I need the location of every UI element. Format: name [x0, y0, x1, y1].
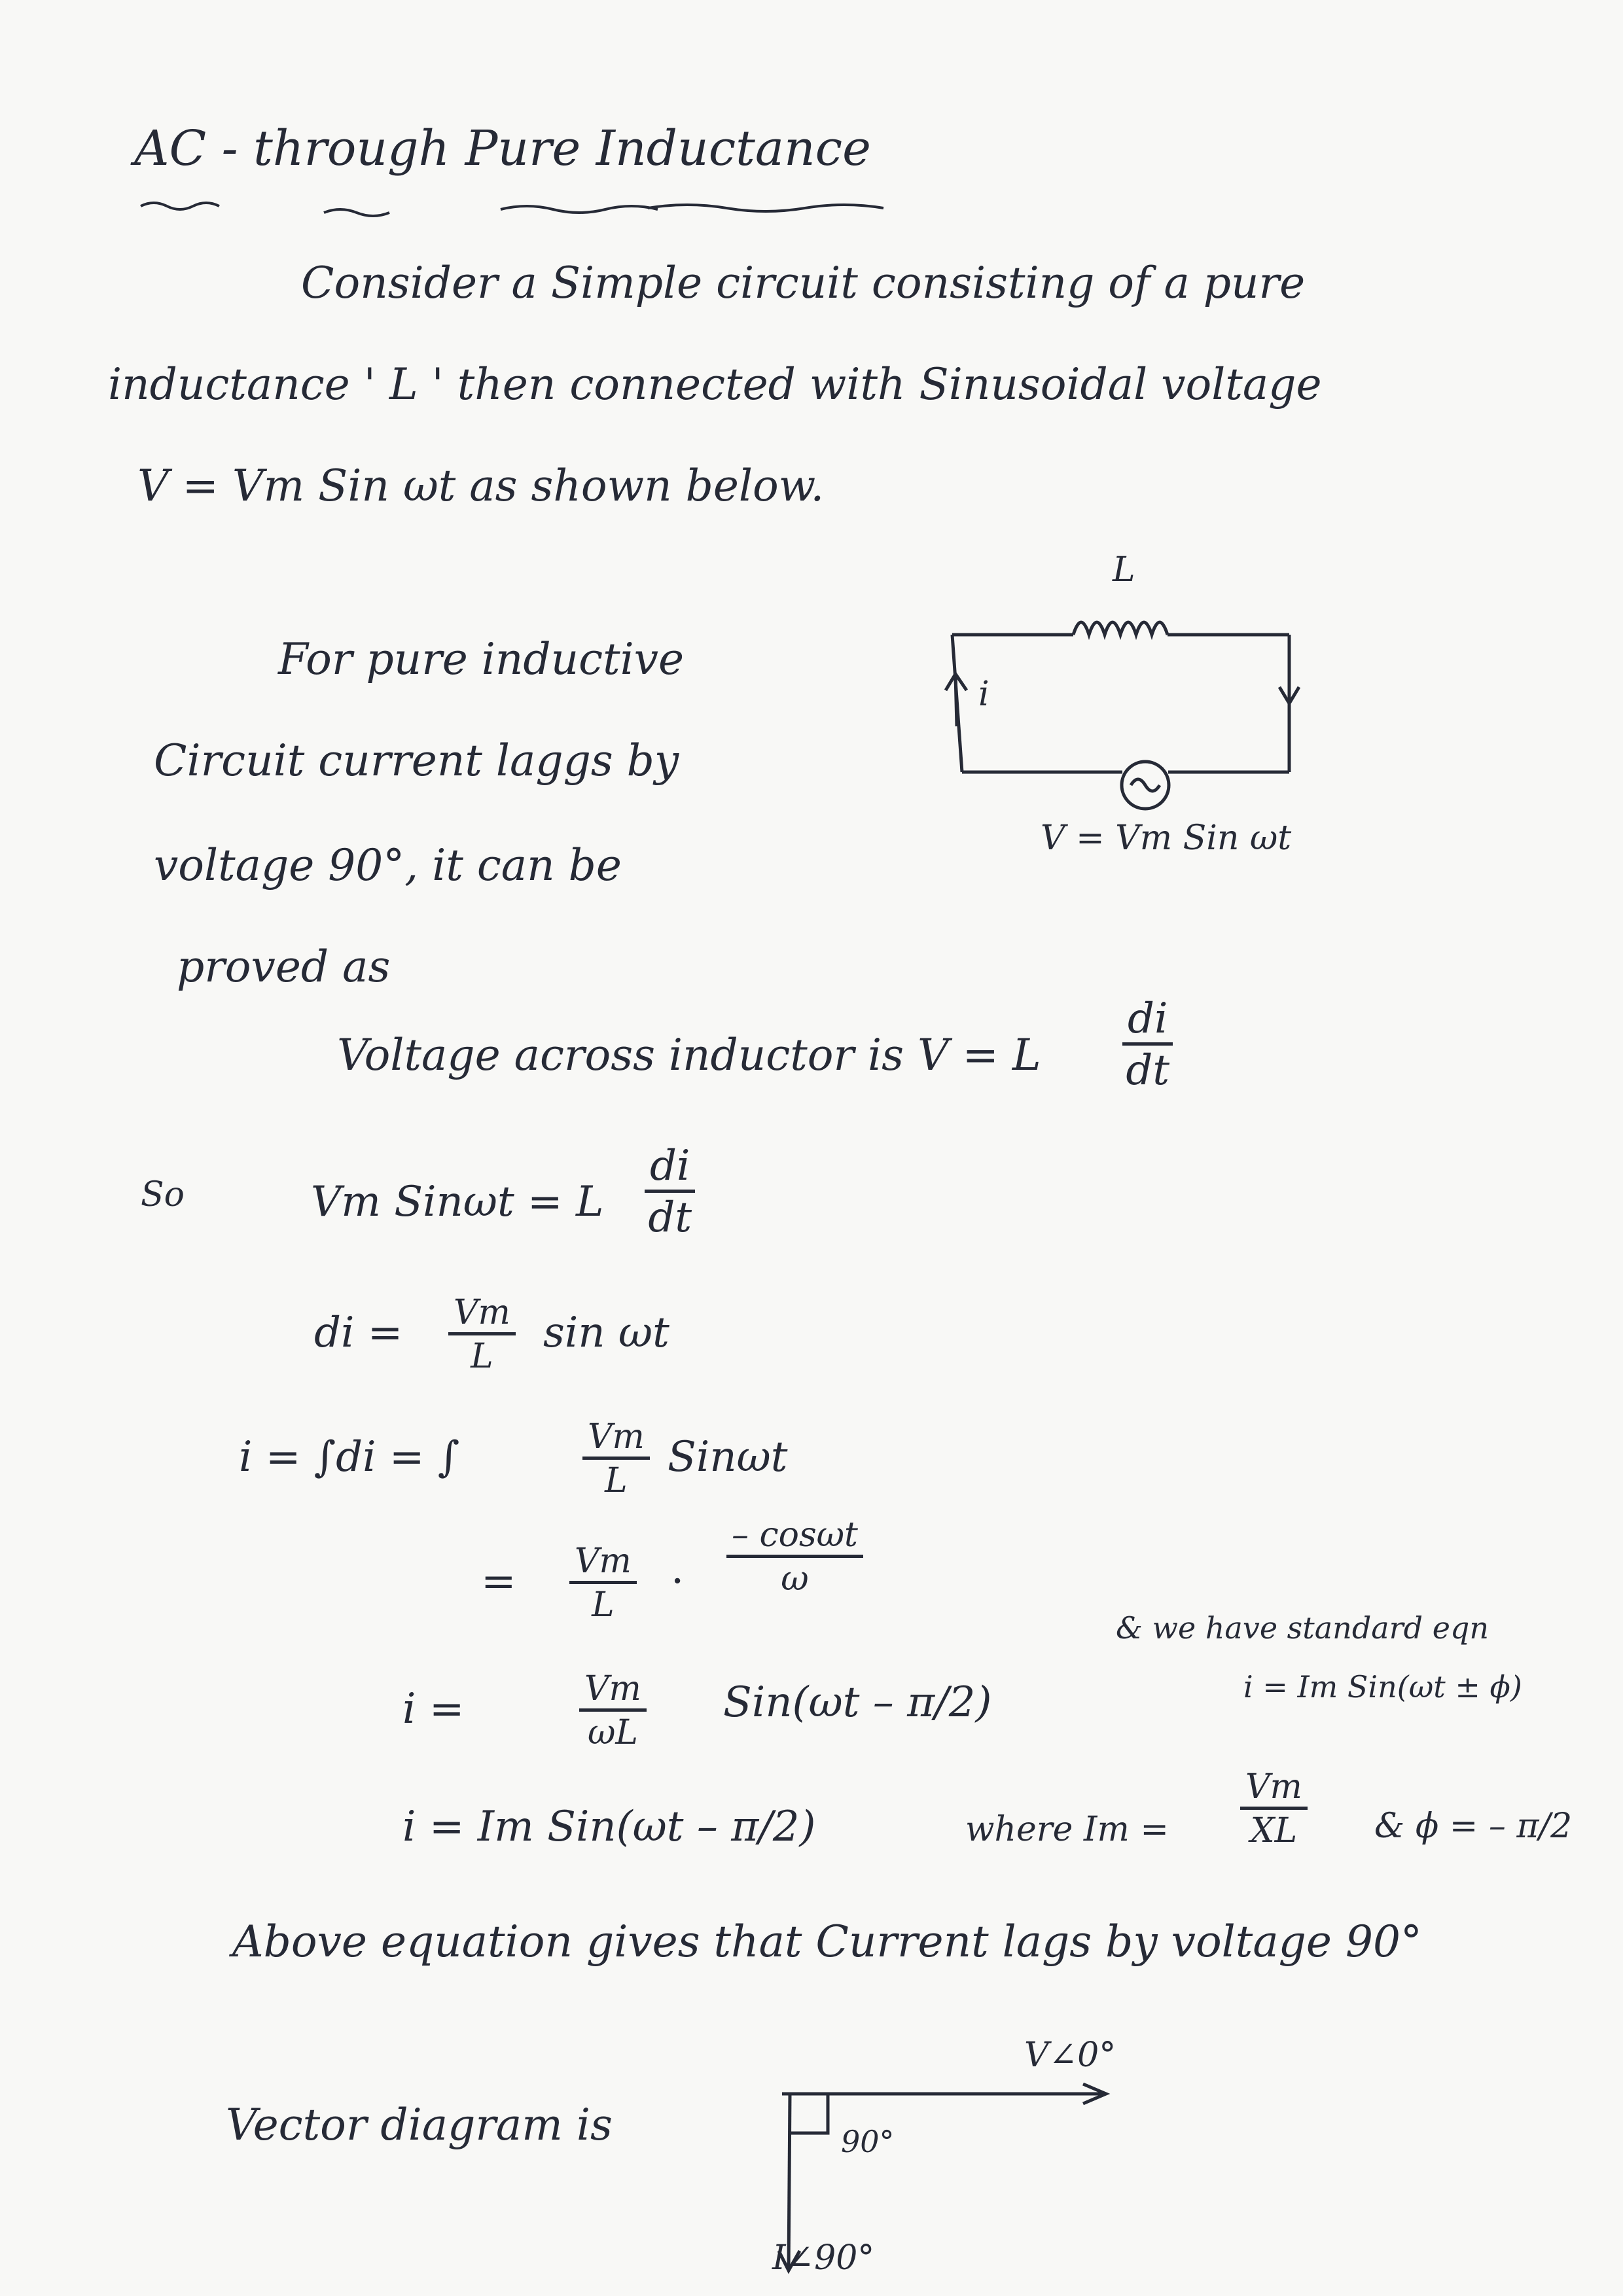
- fraction-denominator: ωL: [587, 1713, 638, 1752]
- fraction-numerator: Vm: [569, 1544, 637, 1584]
- lag-line-3: voltage 90°, it can be: [154, 840, 622, 891]
- fraction-numerator: Vm: [579, 1672, 647, 1712]
- fraction-denominator: ω: [781, 1559, 809, 1598]
- fraction-numerator: Vm: [1240, 1770, 1308, 1810]
- voltage-vector-label: V∠0°: [1024, 2036, 1116, 2075]
- equation-3-left: i = ∫di = ∫: [239, 1433, 460, 1481]
- vector-diagram-label: Vector diagram is: [226, 2100, 613, 2150]
- multiply-dot: ·: [671, 1557, 685, 1606]
- intro-line-2: inductance ' L ' then connected with Sinusoidal voltage: [108, 359, 1322, 410]
- conclusion-text: Above equation gives that Current lags by voltage 90°: [232, 1916, 1422, 1967]
- equation-1-left: Vm Sinωt = L: [311, 1178, 604, 1226]
- equation-4-equals: =: [481, 1557, 516, 1606]
- intro-line-1: Consider a Simple circuit consisting of a pure: [301, 258, 1306, 308]
- so-label: So: [141, 1175, 185, 1214]
- fraction-denominator: L: [592, 1585, 615, 1625]
- standard-eqn-line-2: i = Im Sin(ωt ± ϕ): [1243, 1669, 1522, 1704]
- equation-5-right: Sin(ωt – π/2): [723, 1678, 992, 1727]
- current-label: i: [978, 675, 990, 714]
- source-label: V = Vm Sin ωt: [1041, 819, 1292, 858]
- fraction-denominator: XL: [1250, 1811, 1298, 1850]
- page-title: AC - through Pure Inductance: [134, 120, 871, 177]
- lag-line-1: For pure inductive: [278, 634, 685, 684]
- lag-line-4: proved as: [177, 942, 391, 992]
- right-angle-marker: [790, 2094, 828, 2133]
- equation-6-where: where Im =: [965, 1810, 1169, 1849]
- equation-2-right: sin ωt: [543, 1309, 669, 1357]
- fraction-denominator: dt: [1126, 1046, 1170, 1095]
- fraction-denominator: L: [471, 1337, 493, 1376]
- fraction-numerator: di: [645, 1145, 695, 1193]
- equation-6-phi: & ϕ = – π/2: [1374, 1807, 1573, 1846]
- intro-line-3: V = Vm Sin ωt as shown below.: [137, 461, 825, 511]
- current-vector-label: I∠90°: [772, 2238, 875, 2278]
- fraction-denominator: L: [605, 1461, 628, 1500]
- angle-label: 90°: [841, 2124, 895, 2159]
- equation-6-left: i = Im Sin(ωt – π/2): [402, 1803, 816, 1851]
- equation-2-left: di =: [314, 1309, 403, 1357]
- voltage-across-text: Voltage across inductor is V = L: [337, 1030, 1041, 1080]
- inductor-label: L: [1113, 550, 1135, 590]
- fraction-numerator: di: [1122, 998, 1173, 1046]
- lag-line-2: Circuit current laggs by: [154, 735, 679, 786]
- equation-3-right: Sinωt: [668, 1433, 788, 1481]
- equation-5-left: i =: [402, 1685, 465, 1733]
- standard-eqn-line-1: & we have standard eqn: [1116, 1610, 1489, 1646]
- fraction-denominator: dt: [648, 1193, 692, 1242]
- fraction-numerator: – cosωt: [726, 1518, 863, 1558]
- fraction-numerator: Vm: [582, 1420, 650, 1460]
- fraction-numerator: Vm: [448, 1296, 516, 1335]
